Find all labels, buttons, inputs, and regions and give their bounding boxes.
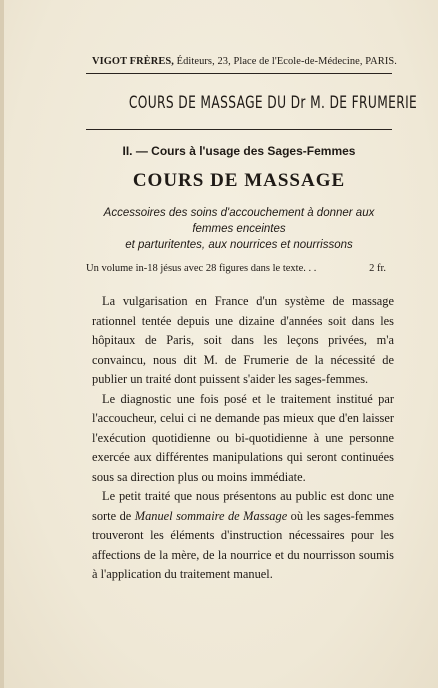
subtitle-line-2: femmes enceintes xyxy=(192,223,286,235)
paragraph-3-start: Le petit traité que nous présentons au public est donc une sorte de xyxy=(92,489,394,523)
paragraph-3-end: où les sages-femmes trouveront les éléments d'instruction nécessaires pour les affections de la mère, de la nourrice et du nourrisson soumis à l'application du traitement manuel. xyxy=(92,508,394,581)
paragraph-2: Le diagnostic une fois posé et le traitement institué par l'accoucheur, celui ci ne demande pas mieux que d'en laisser l'exécution quotidienne ou bi-quotidienne à une personne exercée aux différentes manipulations qui seront continuées sous sa direction plus ou moins immédiate. xyxy=(92,391,394,484)
title-rule xyxy=(86,129,392,130)
page-edge xyxy=(0,0,4,688)
subtitle xyxy=(86,205,392,253)
publisher-address: Éditeurs, 23, Place de l'Ecole-de-Médecine, PARIS. xyxy=(173,56,397,67)
volume-price: 2 fr. xyxy=(369,263,386,274)
main-title: COURS DE MASSAGE xyxy=(132,170,346,191)
publisher-line xyxy=(92,56,402,67)
publisher-name: VIGOT FRÈRES, xyxy=(92,56,174,67)
body-text xyxy=(92,292,394,585)
part-title: II. — Cours à l'usage des Sages-Femmes xyxy=(122,144,356,158)
subtitle-line-1: Accessoires des soins d'accouchement à donner aux xyxy=(103,207,375,219)
paragraph-1: La vulgarisation en France d'un système de massage rationnel tentée depuis une dizaine d'années soit dans les hôpitaux de Paris, soit dans les leçons privées, m'a convaincu, nous dit M. de Frumerie de la nécessité de publier un traité dont puissent s'aider les sages-femmes. xyxy=(92,294,394,386)
manual-title: Manuel sommaire de Massage xyxy=(134,508,288,523)
volume-description: Un volume in-18 jésus avec 28 figures dans le texte. . . xyxy=(86,263,317,274)
top-rule xyxy=(86,73,392,74)
subtitle-line-3: et parturitentes, aux nourrices et nourrissons xyxy=(125,239,353,251)
paragraph-3 xyxy=(92,487,394,585)
volume-info xyxy=(86,263,392,274)
series-title: COURS DE MASSAGE DU Dr M. DE FRUMERIE xyxy=(128,93,418,113)
